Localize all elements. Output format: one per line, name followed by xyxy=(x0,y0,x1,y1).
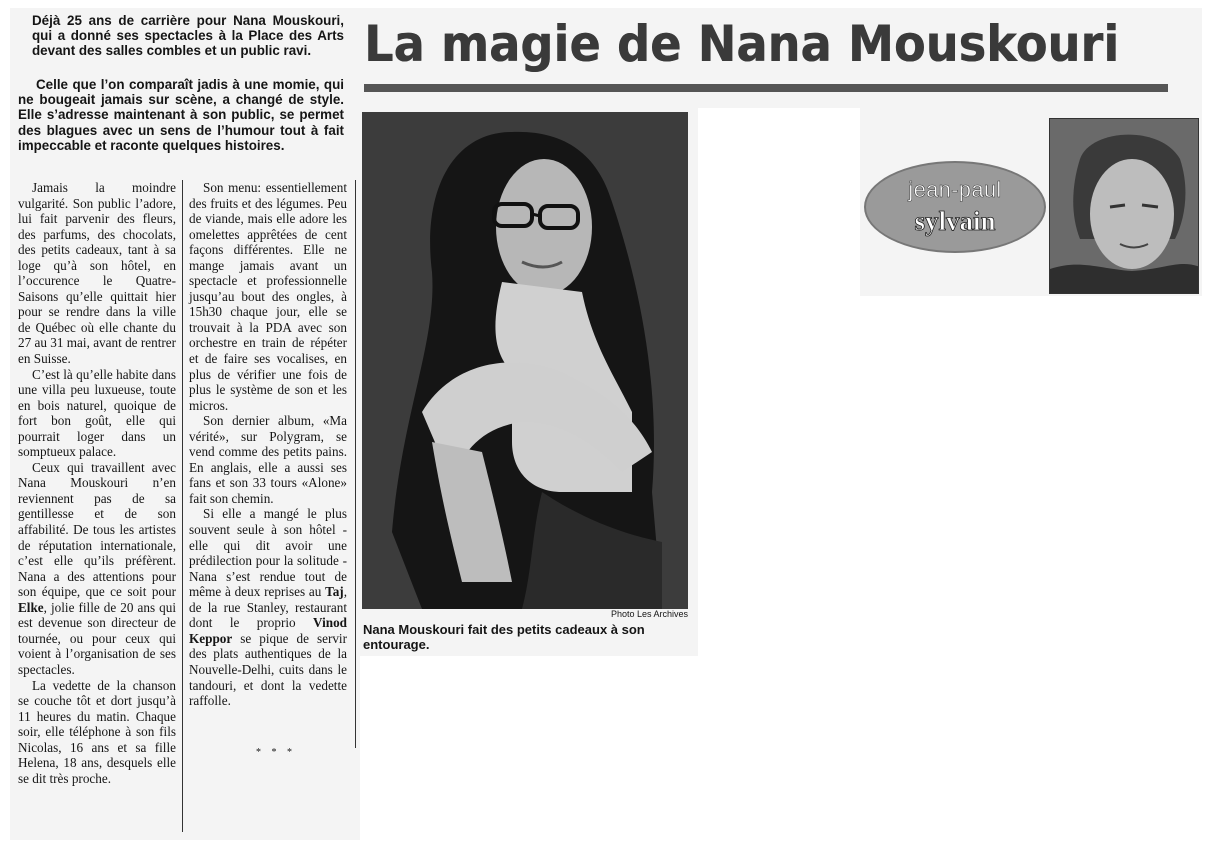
name-elke: Elke xyxy=(18,599,44,615)
body-column-1 xyxy=(18,180,176,786)
byline-badge xyxy=(864,161,1046,253)
photo-credit: Photo Les Archives xyxy=(610,609,688,619)
photo-illustration xyxy=(362,112,688,609)
column-divider-2 xyxy=(355,180,356,748)
col1-paragraph-1: Jamais la moindre vulgarité. Son public l’adore, lui fait parvenir des fleurs, des parfums, des chocolats, des petits cadeaux, tant à sa loge qu’à son hôtel, en l’occurence le Quatre-Saisons qu’elle quittait hier pour se rendre dans la ville de Québec où elle chante du 27 au 31 mai, avant de rentrer en Suisse. xyxy=(18,180,176,367)
col2-paragraph-2: Son dernier album, «Ma vérité», sur Polygram, se vend comme des petits pains. En anglais, elle a aussi ses fans et son 33 tours «Alone» fait son chemin. xyxy=(189,413,347,506)
byline-last-name: sylvain xyxy=(914,206,996,236)
lead-paragraph-1: Déjà 25 ans de carrière pour Nana Mouskouri, qui a donné ses spectacles à la Place des Arts devant des salles combles et un public ravi. xyxy=(32,13,344,59)
portrait-illustration xyxy=(1050,119,1199,294)
name-taj: Taj xyxy=(325,584,344,600)
col1-paragraph-4: La vedette de la chanson se couche tôt et dort jusqu’à 11 heures du matin. Chaque soir, elle téléphone à son fils Nicolas, 16 ans et sa fille Helena, 18 ans, desquels elle se dit très proche. xyxy=(18,677,176,786)
name-vinod-keppor: Vinod Keppor xyxy=(189,615,347,646)
col1-paragraph-2: C’est là qu’elle habite dans une villa peu luxueuse, toute en bois naturel, quoique de fort bon goût, elle qui pourrait loger dans un somptueux palace. xyxy=(18,366,176,460)
column-divider-1 xyxy=(182,180,183,832)
author-portrait xyxy=(1049,118,1199,294)
col2-paragraph-3: Si elle a mangé le plus souvent seule à son hôtel - elle qui dit avoir une prédilection pour la solitude - Nana s’est rendue tout de même à deux reprises au Taj, de la rue Stanley, restaurant dont le proprio Vinod Keppor se pique de servir des plats authentiques de la Nouvelle-Delhi, cuits dans le tandouri, et dont la vedette raffolle. xyxy=(189,506,347,709)
byline-first-name: jean-paul xyxy=(908,177,1002,202)
headline-rule xyxy=(364,84,1168,92)
photo-caption: Nana Mouskouri fait des petits cadeaux à son entourage. xyxy=(363,622,645,652)
col2-paragraph-1: Son menu: essentiellement des fruits et des légumes. Peu de viande, mais elle adore les omelettes apprêtées de cent façons différentes. Elle ne mange jamais avant un spectacle et professionnelle jusqu’au bout des ongles, à 15h30 chaque jour, elle se trouvait à la PDA avec son orchestre en train de répéter et de faire ses vocalises, en plus de vérifier une fois de plus le système de son et les micros. xyxy=(189,180,347,413)
article-headline: La magie de Nana Mouskouri xyxy=(364,15,1120,73)
lead-paragraph-2: Celle que l’on comparaît jadis à une momie, qui ne bougeait jamais sur scène, a changé de style. Elle s’adresse maintenant à son public, se permet des blagues avec un sens de l’humour tout à fait impeccable et raconte quelques histoires. xyxy=(18,77,344,153)
col1-paragraph-3: Ceux qui travaillent avec Nana Mouskouri n’en reviennent pas de sa gentillesse et de son affabilité. De tous les artistes de réputation internationale, c’est elle qu’ils préfèrent. Nana a des attentions pour son équipe, que ce soit pour Elke, jolie fille de 20 ans qui est devenue son directeur de tournée, ou pour ceux qui voient à l’organisation de ses spectacles. xyxy=(18,459,176,677)
photo-nana-mouskouri xyxy=(362,112,688,609)
body-column-2 xyxy=(189,180,347,709)
section-separator: * * * xyxy=(256,747,296,758)
